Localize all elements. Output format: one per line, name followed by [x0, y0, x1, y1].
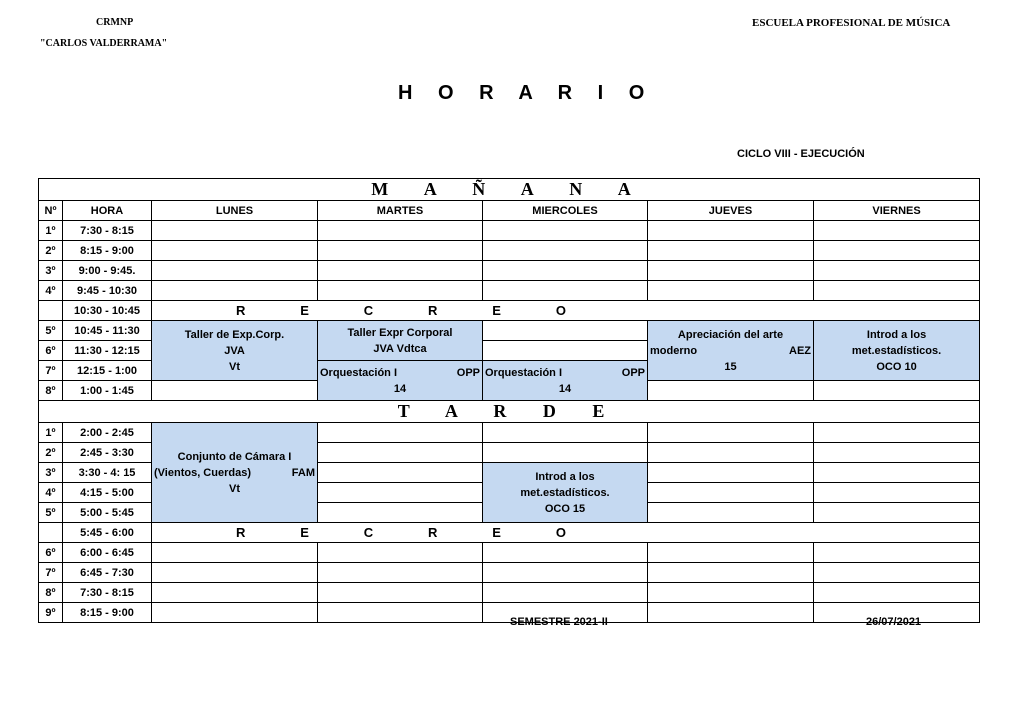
- column-header: VIERNES: [814, 201, 980, 221]
- empty-cell: [648, 463, 814, 483]
- period-number: 4º: [39, 483, 63, 503]
- period-time: 8:15 - 9:00: [63, 241, 152, 261]
- empty-cell: [152, 281, 318, 301]
- period-number: 7º: [39, 361, 63, 381]
- period-time: 9:00 - 9:45.: [63, 261, 152, 281]
- course-name: Introd a los: [866, 328, 927, 341]
- column-header: MARTES: [318, 201, 483, 221]
- institution-name: CRMNP: [96, 17, 134, 28]
- empty-cell: [318, 221, 483, 241]
- empty-cell: [318, 603, 483, 623]
- empty-cell: [483, 281, 648, 301]
- table-row: [39, 281, 980, 301]
- empty-cell: [318, 241, 483, 261]
- period-number: 2º: [39, 241, 63, 261]
- empty-cell: [152, 241, 318, 261]
- course-name: Apreciación del arte: [677, 328, 784, 341]
- empty-cell: [814, 281, 980, 301]
- recreo-letter: R: [236, 303, 246, 318]
- period-time: 5:45 - 6:00: [63, 523, 152, 543]
- empty-cell: [814, 563, 980, 583]
- institution-subtitle: "CARLOS VALDERRAMA": [40, 38, 168, 49]
- recreo-letter: E: [300, 525, 309, 540]
- table-row: [39, 321, 980, 341]
- empty-cell: [483, 261, 648, 281]
- recreo-letter: R: [236, 525, 246, 540]
- recreo-letter: R: [428, 303, 438, 318]
- course-teacher: JVA Vdtca: [373, 342, 427, 355]
- recreo-banner: [152, 301, 980, 321]
- course-room: 15: [724, 360, 737, 373]
- recreo-letter: R: [428, 525, 438, 540]
- recreo-letter: E: [492, 525, 501, 540]
- recreo-letter: O: [555, 525, 566, 540]
- empty-cell: [648, 261, 814, 281]
- empty-cell: [814, 221, 980, 241]
- period-number: [39, 523, 63, 543]
- period-number: 3º: [39, 463, 63, 483]
- period-time: 6:00 - 6:45: [63, 543, 152, 563]
- empty-cell: [152, 563, 318, 583]
- table-row: [39, 423, 980, 443]
- course-room: Vt: [229, 360, 240, 373]
- table-row: [39, 583, 980, 603]
- schedule-table: [38, 178, 980, 623]
- course-room: 14: [558, 382, 572, 395]
- course-block-miercoles-orquestacion: [483, 361, 648, 401]
- course-block-viernes-introd: [814, 321, 980, 381]
- period-number: 5º: [39, 321, 63, 341]
- empty-cell: [814, 463, 980, 483]
- section-title: M A Ñ A N A: [39, 179, 980, 201]
- school-name: ESCUELA PROFESIONAL DE MÚSICA: [752, 17, 951, 29]
- period-number: 4º: [39, 281, 63, 301]
- course-block-lunes-conjunto: [152, 423, 318, 523]
- empty-cell: [318, 543, 483, 563]
- period-time: 5:00 - 5:45: [63, 503, 152, 523]
- empty-cell: [483, 321, 648, 341]
- period-time: 4:15 - 5:00: [63, 483, 152, 503]
- empty-cell: [318, 583, 483, 603]
- empty-cell: [814, 261, 980, 281]
- course-name: Conjunto de Cámara I: [177, 450, 292, 463]
- empty-cell: [648, 221, 814, 241]
- empty-cell: [814, 503, 980, 523]
- period-time: 7:30 - 8:15: [63, 221, 152, 241]
- column-header: LUNES: [152, 201, 318, 221]
- section-header-manana: [39, 179, 980, 201]
- empty-cell: [648, 483, 814, 503]
- course-teacher: AEZ: [789, 344, 811, 357]
- course-teacher: OPP: [621, 366, 645, 379]
- period-number: 5º: [39, 503, 63, 523]
- course-room: 14: [393, 382, 407, 395]
- empty-cell: [814, 543, 980, 563]
- empty-cell: [318, 463, 483, 483]
- course-name-cont: met.estadísticos.: [520, 486, 610, 499]
- course-teacher: OPP: [456, 366, 480, 379]
- course-block-miercoles-introd: [483, 463, 648, 523]
- period-number: 3º: [39, 261, 63, 281]
- course-name: Orquestación I: [320, 366, 398, 379]
- recreo-letter: E: [492, 303, 501, 318]
- cycle-label: CICLO VIII - EJECUCIÓN: [737, 148, 865, 160]
- period-number: 6º: [39, 341, 63, 361]
- empty-cell: [814, 443, 980, 463]
- period-time: 1:00 - 1:45: [63, 381, 152, 401]
- empty-cell: [814, 381, 980, 401]
- empty-cell: [814, 423, 980, 443]
- empty-cell: [152, 603, 318, 623]
- empty-cell: [483, 563, 648, 583]
- column-header-row: [39, 201, 980, 221]
- recreo-letter: E: [300, 303, 309, 318]
- page-title: H O R A R I O: [398, 82, 655, 104]
- recreo-row: [39, 301, 980, 321]
- empty-cell: [318, 281, 483, 301]
- column-header: MIERCOLES: [483, 201, 648, 221]
- empty-cell: [483, 241, 648, 261]
- period-time: 9:45 - 10:30: [63, 281, 152, 301]
- table-row: [39, 563, 980, 583]
- empty-cell: [152, 543, 318, 563]
- empty-cell: [318, 261, 483, 281]
- empty-cell: [152, 221, 318, 241]
- table-row: [39, 261, 980, 281]
- empty-cell: [648, 281, 814, 301]
- course-name: Taller de Exp.Corp.: [184, 328, 285, 341]
- table-row: [39, 543, 980, 563]
- course-name-cont: (Vientos, Cuerdas): [154, 466, 251, 479]
- table-row: [39, 221, 980, 241]
- date-label: 26/07/2021: [866, 616, 922, 628]
- empty-cell: [483, 443, 648, 463]
- period-time: 12:15 - 1:00: [63, 361, 152, 381]
- course-room: Vt: [229, 482, 240, 495]
- empty-cell: [648, 423, 814, 443]
- recreo-banner: [152, 523, 980, 543]
- course-teacher-room: OCO 15: [544, 502, 586, 515]
- empty-cell: [648, 603, 814, 623]
- empty-cell: [483, 221, 648, 241]
- table-row: [39, 241, 980, 261]
- period-time: 3:30 - 4: 15: [63, 463, 152, 483]
- empty-cell: [318, 443, 483, 463]
- empty-cell: [318, 503, 483, 523]
- column-header: JUEVES: [648, 201, 814, 221]
- course-teacher: FAM: [291, 466, 315, 479]
- empty-cell: [318, 423, 483, 443]
- course-teacher-room: OCO 10: [876, 360, 917, 373]
- period-number: 1º: [39, 221, 63, 241]
- empty-cell: [648, 563, 814, 583]
- period-number: [39, 301, 63, 321]
- column-header: HORA: [63, 201, 152, 221]
- recreo-letter: C: [363, 525, 374, 540]
- period-number: 8º: [39, 381, 63, 401]
- empty-cell: [152, 583, 318, 603]
- course-name: Introd a los: [535, 470, 595, 483]
- period-time: 11:30 - 12:15: [63, 341, 152, 361]
- course-block-martes-taller: [318, 321, 483, 361]
- section-title: T A R D E: [39, 401, 980, 423]
- empty-cell: [648, 381, 814, 401]
- period-time: 8:15 - 9:00: [63, 603, 152, 623]
- course-name-cont: moderno: [650, 344, 698, 357]
- period-number: 6º: [39, 543, 63, 563]
- period-time: 2:45 - 3:30: [63, 443, 152, 463]
- empty-cell: [483, 423, 648, 443]
- period-time: 2:00 - 2:45: [63, 423, 152, 443]
- course-block-jueves-apreciacion: [648, 321, 814, 381]
- period-number: 8º: [39, 583, 63, 603]
- column-header: Nº: [39, 201, 63, 221]
- empty-cell: [814, 583, 980, 603]
- empty-cell: [483, 341, 648, 361]
- recreo-letter: O: [555, 303, 566, 318]
- period-time: 7:30 - 8:15: [63, 583, 152, 603]
- empty-cell: [648, 241, 814, 261]
- period-number: 1º: [39, 423, 63, 443]
- course-name-cont: met.estadísticos.: [851, 344, 942, 357]
- empty-cell: [152, 261, 318, 281]
- empty-cell: [648, 443, 814, 463]
- semester-label: SEMESTRE 2021-II: [510, 616, 608, 628]
- empty-cell: [318, 483, 483, 503]
- recreo-row: [39, 523, 980, 543]
- empty-cell: [814, 241, 980, 261]
- empty-cell: [152, 381, 318, 401]
- course-block-martes-orquestacion: [318, 361, 483, 401]
- period-time: 10:30 - 10:45: [63, 301, 152, 321]
- recreo-letter: C: [363, 303, 374, 318]
- empty-cell: [483, 583, 648, 603]
- course-name: Orquestación I: [485, 366, 563, 379]
- period-number: 2º: [39, 443, 63, 463]
- course-teacher: JVA: [224, 344, 245, 357]
- empty-cell: [483, 543, 648, 563]
- course-block-lunes-taller: [152, 321, 318, 381]
- empty-cell: [648, 503, 814, 523]
- course-name: Taller Expr Corporal: [347, 326, 453, 339]
- period-time: 6:45 - 7:30: [63, 563, 152, 583]
- empty-cell: [648, 583, 814, 603]
- period-number: 7º: [39, 563, 63, 583]
- empty-cell: [814, 483, 980, 503]
- empty-cell: [648, 543, 814, 563]
- empty-cell: [318, 563, 483, 583]
- period-number: 9º: [39, 603, 63, 623]
- period-time: 10:45 - 11:30: [63, 321, 152, 341]
- section-header-tarde: [39, 401, 980, 423]
